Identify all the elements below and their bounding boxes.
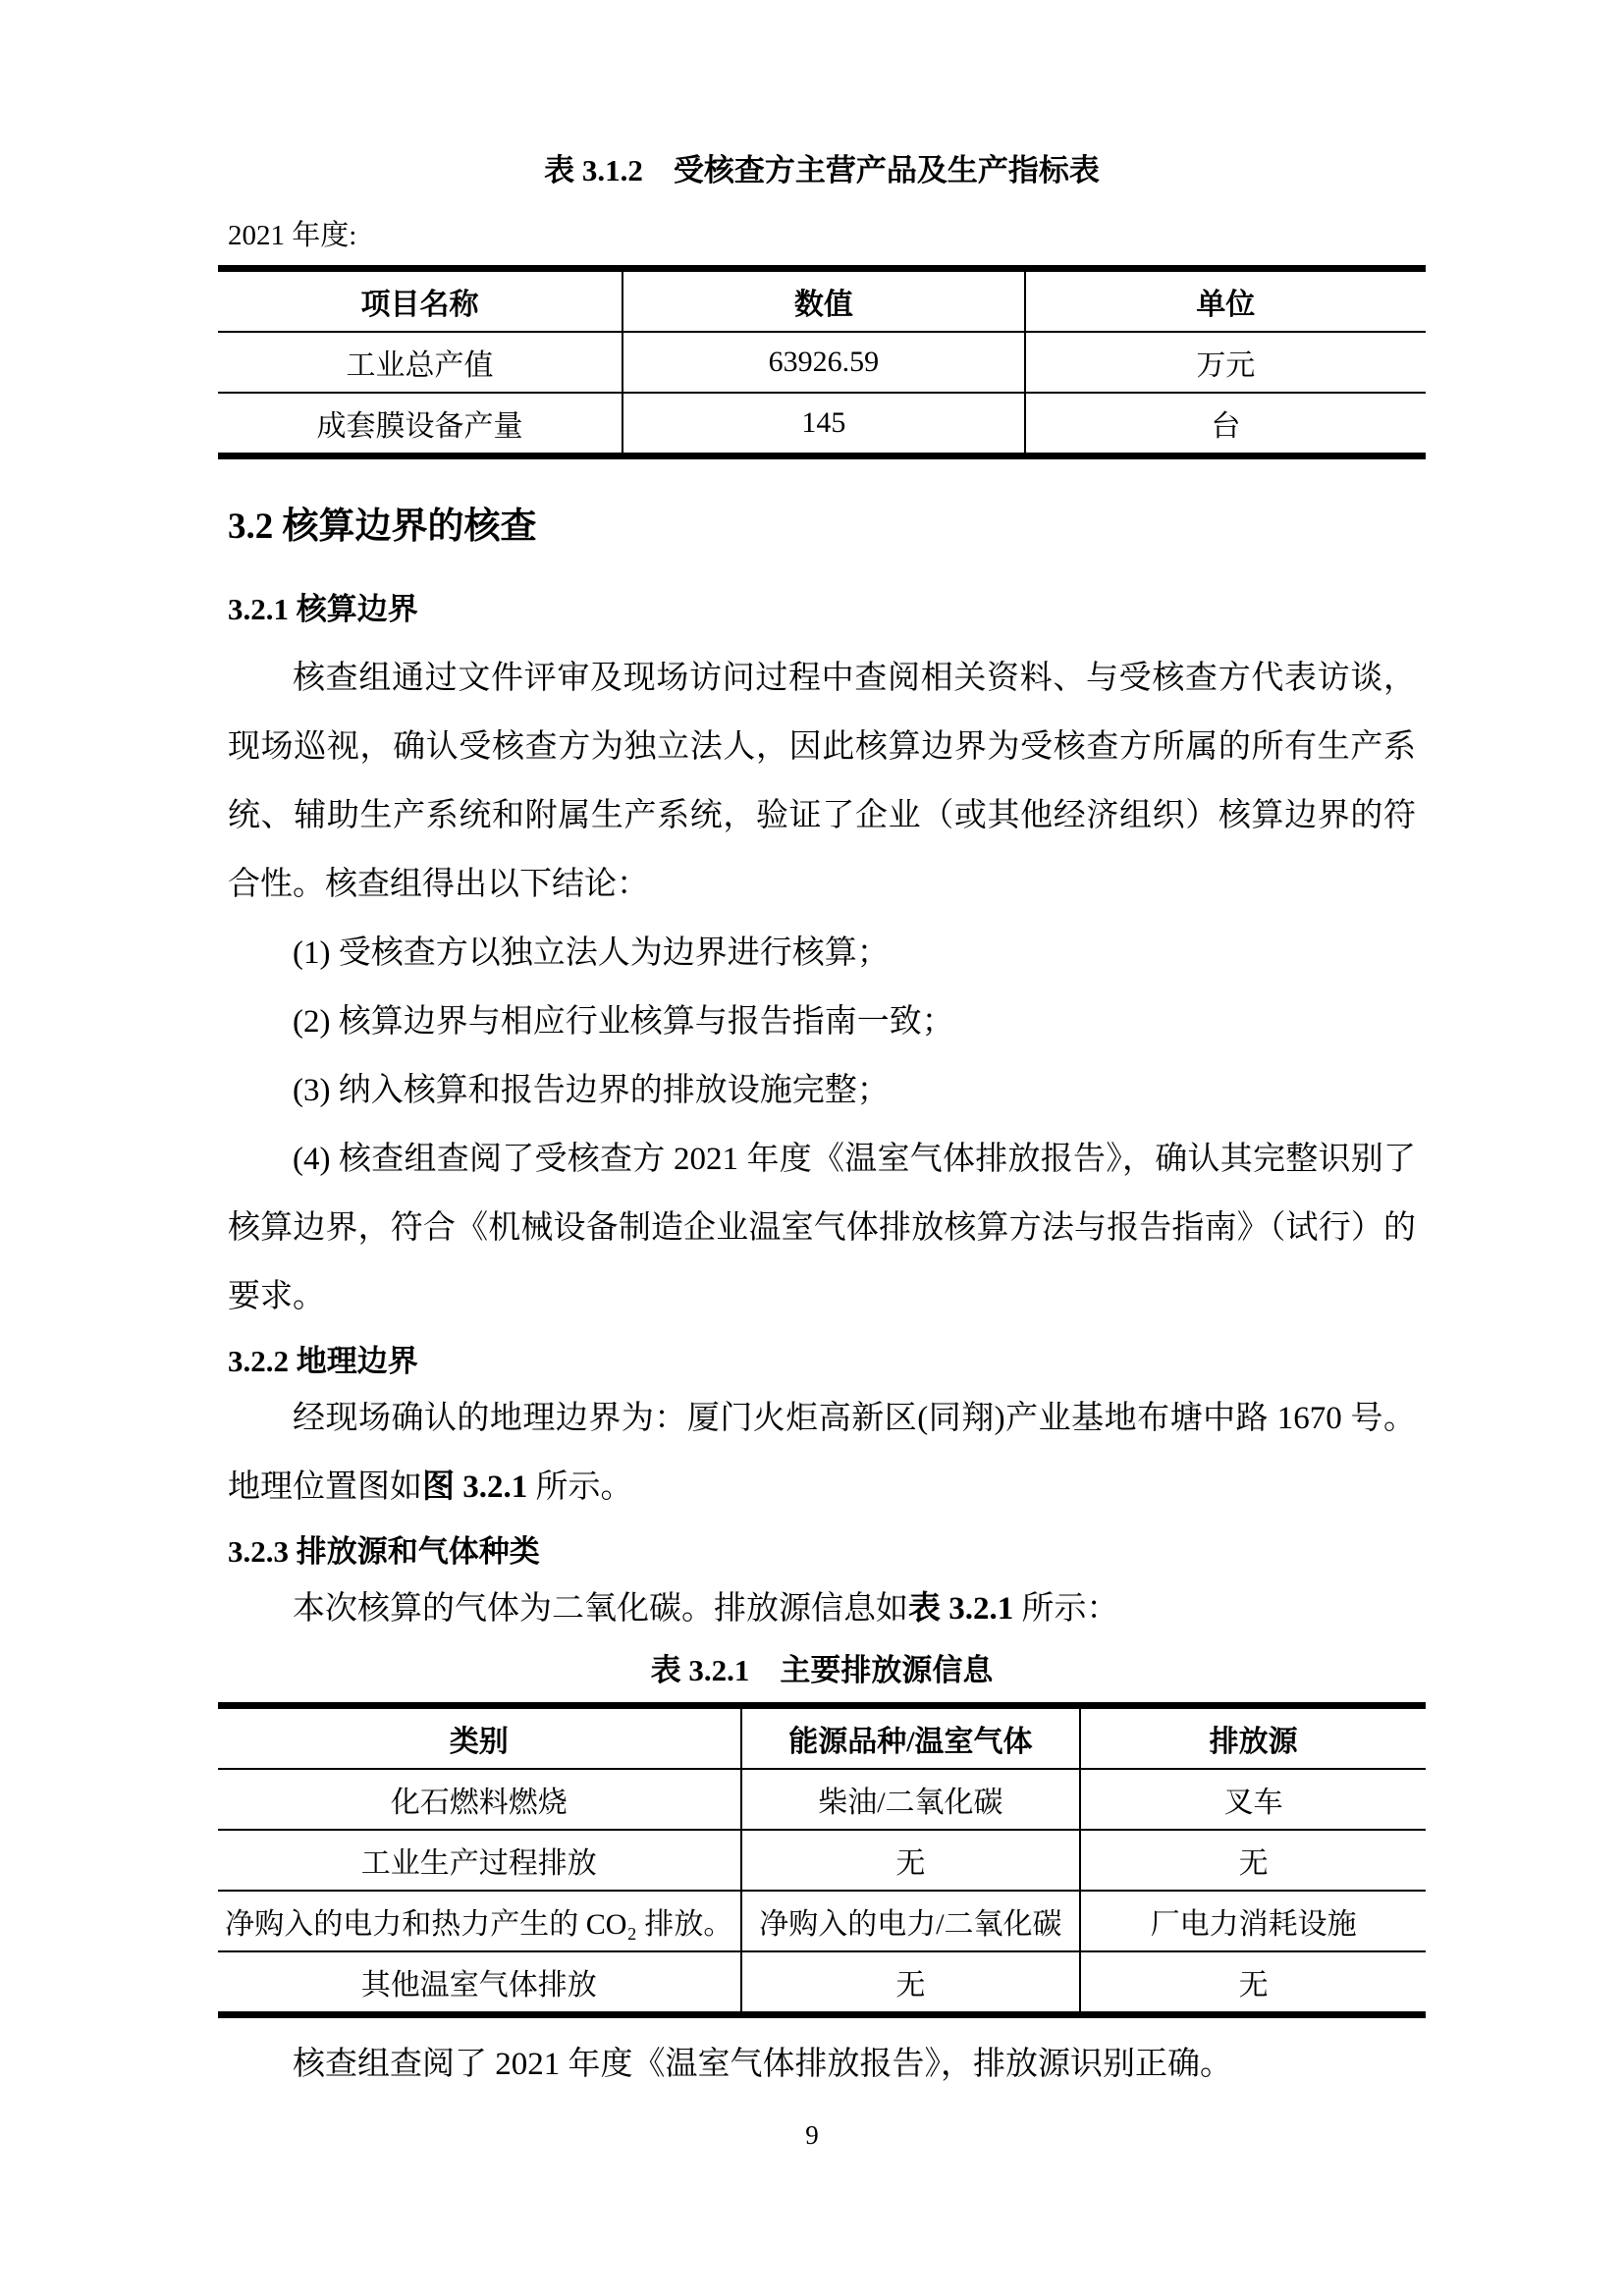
- table-cell: 柴油/二氧化碳: [741, 1769, 1081, 1830]
- paragraph-emission-source-conclusion: 核查组查阅了 2021 年度《温室气体排放报告》，排放源识别正确。: [293, 2047, 1232, 2082]
- table-row: [218, 1769, 1426, 1830]
- table-row: [218, 393, 1426, 456]
- table-row: [218, 1891, 1426, 1951]
- table-header-row: [218, 1706, 1426, 1770]
- figure-3-2-1-reference: 图 3.2.1: [422, 1469, 528, 1505]
- conclusion-item-2: (2) 核算边界与相应行业核算与报告指南一致；: [293, 1004, 954, 1040]
- table-cell: 无: [741, 1951, 1081, 2015]
- table-cell: 工业总产值: [218, 332, 623, 393]
- table-3-2-1-caption: 表 3.2.1 主要排放源信息: [650, 1653, 994, 1687]
- year-label: 2021 年度:: [228, 220, 357, 251]
- section-heading-3-2-3: 3.2.3 排放源和气体种类: [228, 1534, 540, 1569]
- gas-text-tail: 所示：: [1013, 1591, 1119, 1627]
- table-cell: 工业生产过程排放: [218, 1830, 741, 1891]
- section-heading-3-2-2: 3.2.2 地理边界: [228, 1344, 418, 1378]
- conclusion-item-4: (4) 核查组查阅了受核查方 2021 年度《温室气体排放报告》，确认其完整识别了核算边界，符合《机械设备制造企业温室气体排放核算方法与报告指南》（试行）的要求。: [228, 1142, 1416, 1314]
- table-cell: 台: [1025, 393, 1426, 456]
- table-cell: 145: [623, 393, 1025, 456]
- table-cell: 无: [1080, 1951, 1426, 2015]
- table-cell: 厂电力消耗设施: [1080, 1891, 1426, 1951]
- table-row: [218, 332, 1426, 393]
- header-cell-energy-gas: 能源品种/温室气体: [741, 1706, 1081, 1770]
- section-heading-3-2: 3.2 核算边界的核查: [228, 507, 537, 547]
- geo-text: 经现场确认的地理边界为：厦门火炬高新区(同翔)产业基地布塘中路 1670 号。地理位置图如: [228, 1401, 1416, 1505]
- products-indicators-table: [218, 265, 1426, 459]
- table-row: [218, 1951, 1426, 2015]
- header-cell-item-name: 项目名称: [218, 269, 623, 333]
- table-header-row: [218, 269, 1426, 333]
- table-cell: 无: [1080, 1830, 1426, 1891]
- page-number: 9: [805, 2120, 819, 2150]
- section-heading-3-2-1: 3.2.1 核算边界: [228, 592, 418, 626]
- table-cell: 63926.59: [623, 332, 1025, 393]
- table-cell: 净购入的电力和热力产生的 CO₂ 排放。: [218, 1891, 741, 1951]
- table-cell: 化石燃料燃烧: [218, 1769, 741, 1830]
- table-row: [218, 1830, 1426, 1891]
- table-cell: 其他温室气体排放: [218, 1951, 741, 2015]
- table-cell: 净购入的电力/二氧化碳: [741, 1891, 1081, 1951]
- conclusion-item-3: (3) 纳入核算和报告边界的排放设施完整；: [293, 1073, 890, 1108]
- conclusion-item-1: (1) 受核查方以独立法人为边界进行核算；: [293, 935, 890, 971]
- table-cell: 无: [741, 1830, 1081, 1891]
- paragraph-accounting-boundary: 核查组通过文件评审及现场访问过程中查阅相关资料、与受核查方代表访谈，现场巡视，确认受核查方为独立法人，因此核算边界为受核查方所属的所有生产系统、辅助生产系统和附属生产系统，验证了企业（或其他经济组织）核算边界的符合性。核查组得出以下结论：: [228, 661, 1416, 902]
- page-content: [218, 0, 1426, 2099]
- emission-sources-table: [218, 1702, 1426, 2018]
- paragraph-gas-types: [218, 1575, 1426, 1643]
- header-cell-unit: 单位: [1196, 289, 1256, 321]
- table-cell: 叉车: [1080, 1769, 1426, 1830]
- paragraph-geographic-boundary: [218, 1384, 1426, 1522]
- header-cell-category: 类别: [218, 1706, 741, 1770]
- header-cell-source: 排放源: [1209, 1726, 1298, 1758]
- table-cell: 成套膜设备产量: [218, 393, 623, 456]
- table-cell: 万元: [1025, 332, 1426, 393]
- header-cell-value: 数值: [623, 269, 1025, 333]
- gas-text: 本次核算的气体为二氧化碳。排放源信息如: [293, 1591, 908, 1627]
- table-3-2-1-reference: 表 3.2.1: [908, 1591, 1014, 1627]
- table-3-1-2-caption: 表 3.1.2 受核查方主营产品及生产指标表: [544, 153, 1100, 187]
- geo-text-tail: 所示。: [527, 1469, 633, 1505]
